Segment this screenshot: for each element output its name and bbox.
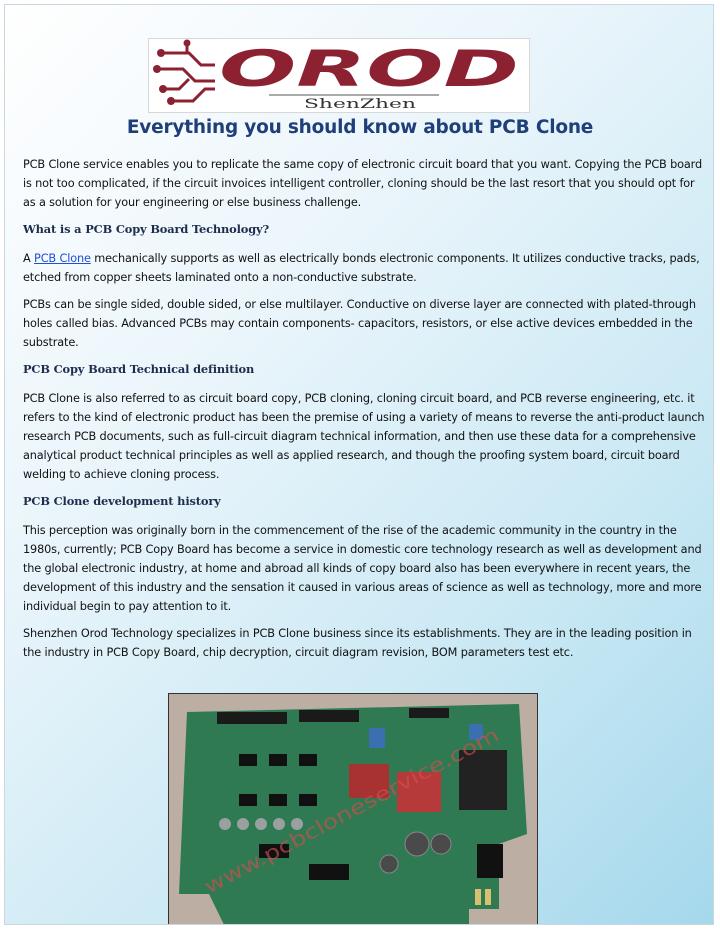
logo-sub-text: ShenZhen	[304, 97, 418, 112]
section-history-paragraph-1: This perception was originally born in the commencement of the rise of the academic community in the country in the 1980s, currently; PCB Copy Board has become a service in domestic core technology research as well as development and the global electronic industry, at home and abroad all kinds of copy board also has been everywhere in recent years, the development of this industry and the sensation it caused in various areas of science as well as technology, more and more individual begin to pay attention to it.	[23, 524, 702, 613]
photo-watermark: www.pcbcloneservice.com	[200, 753, 445, 899]
section-heading-technology: What is a PCB Copy Board Technology?	[23, 222, 269, 236]
pcb-clone-link[interactable]: PCB Clone	[34, 252, 91, 265]
pcb-board-photo	[168, 693, 538, 925]
article-body	[23, 155, 705, 670]
pcb-board-illustration	[169, 694, 537, 925]
section-history-paragraph-2: Shenzhen Orod Technology specializes in PCB Clone business since its establishments. They are in the leading position in the industry in PCB Copy Board, chip decryption, circuit diagram revision, BOM parameters test etc.	[23, 627, 692, 659]
section-heading-history: PCB Clone development history	[23, 494, 221, 508]
logo-graphic	[149, 39, 529, 112]
logo-brand-text: OROD	[219, 40, 519, 98]
section-technology-paragraph-2: PCBs can be single sided, double sided, or else multilayer. Conductive on diverse layer are connected with plated-through holes called bias. Advanced PCBs may contain components- capacitors, resistors, or else active devices embedded in the substrate.	[23, 298, 696, 349]
circuit-traces-icon	[157, 43, 215, 101]
orod-logo	[148, 38, 530, 113]
section-definition-paragraph: PCB Clone is also referred to as circuit board copy, PCB cloning, cloning circuit board, and PCB reverse engineering, etc. it refers to the kind of electronic product has been the premise of using a variety of means to reverse the anti-product launch research PCB documents, such as full-circuit diagram technical information, and then use these data for a comprehensive analytical product technical principles as well as applied research, and though the proofing system board, circuit board welding to achieve cloning process.	[23, 392, 705, 481]
section-heading-definition: PCB Copy Board Technical definition	[23, 362, 255, 376]
text-span: mechanically supports as well as electrically bonds electronic components. It utilizes conductive tracks, pads, etched from copper sheets laminated onto a non-conductive substrate.	[23, 252, 700, 284]
document-page	[4, 4, 714, 925]
intro-paragraph: PCB Clone service enables you to replicate the same copy of electronic circuit board that you want. Copying the PCB board is not too complicated, if the circuit invoices intelligent controller, cloning should be the last resort that you should opt for as a solution for your engineering or else business challenge.	[23, 158, 702, 209]
text-span: A	[23, 252, 35, 265]
section-technology-paragraph-1	[23, 249, 705, 287]
page-title: Everything you should know about PCB Clone	[126, 117, 594, 138]
